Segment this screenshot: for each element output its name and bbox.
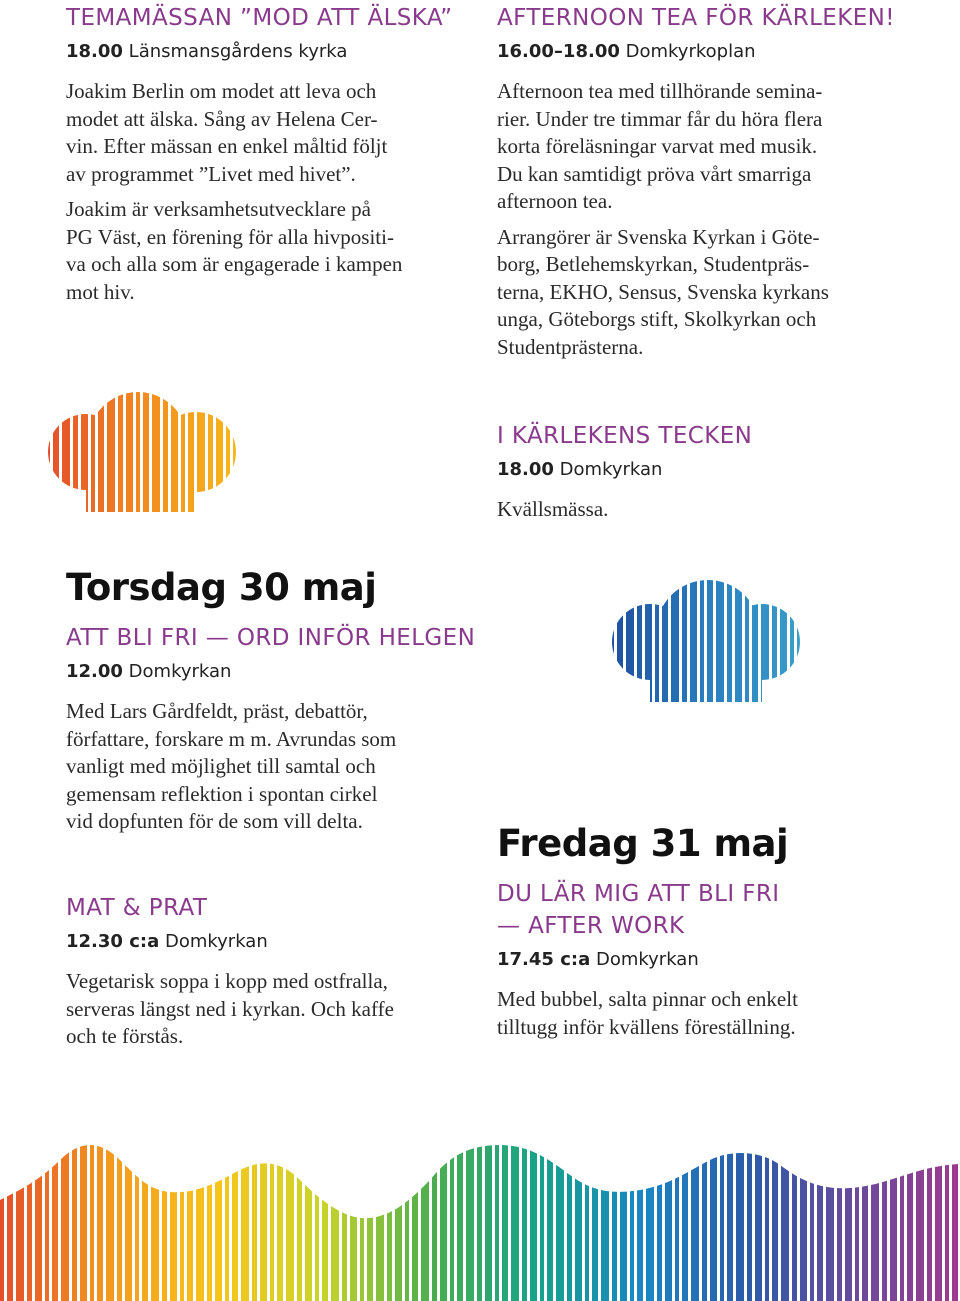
event-temamassan bbox=[66, 2, 476, 314]
skyline-stripe bbox=[837, 1120, 842, 1301]
skyline-stripe bbox=[151, 1120, 159, 1301]
skyline-stripe bbox=[855, 1120, 859, 1301]
skyline-stripe bbox=[702, 1120, 707, 1301]
skyline-stripe bbox=[900, 1120, 904, 1301]
skyline-stripe bbox=[331, 1120, 339, 1301]
cloud-stripe bbox=[208, 390, 213, 512]
skyline-stripe bbox=[45, 1120, 49, 1301]
skyline-stripe bbox=[286, 1120, 294, 1301]
skyline-stripe bbox=[270, 1120, 274, 1301]
cloud-stripe bbox=[98, 390, 104, 512]
event-description: Med bubbel, salta pinnar och enkelt tilltugg inför kvällens föreställning. bbox=[497, 987, 798, 1039]
skyline-stripe bbox=[187, 1120, 193, 1301]
skyline-stripe bbox=[952, 1120, 958, 1301]
event-heading: ATT BLI FRI — ORD INFÖR HELGEN bbox=[66, 625, 476, 651]
skyline-stripe bbox=[540, 1120, 544, 1301]
event-description: Med Lars Gårdfeldt, präst, debattör, författare, forskare m m. Avrundas som vanligt med möjlighet till samtal och gemensam reflektion i spontan cirkel vid dopfunten för de som vill delta. bbox=[66, 699, 397, 833]
cloud-stripe bbox=[655, 578, 659, 702]
cloud-stripe bbox=[188, 390, 194, 512]
skyline-stripe bbox=[871, 1120, 879, 1301]
cloud-stripe bbox=[745, 578, 749, 702]
event-place: Domkyrkan bbox=[128, 661, 232, 682]
cloud-stripe bbox=[126, 390, 133, 512]
skyline-stripe bbox=[27, 1120, 32, 1301]
skyline-stripe bbox=[297, 1120, 302, 1301]
skyline-stripe bbox=[232, 1120, 238, 1301]
cloud-stripe bbox=[197, 390, 205, 512]
skyline-stripe bbox=[817, 1120, 823, 1301]
cloud-stripe bbox=[46, 390, 50, 512]
cloud-stripe bbox=[73, 390, 78, 512]
cloud-stripe bbox=[136, 390, 140, 512]
skyline-stripe bbox=[466, 1120, 474, 1301]
skyline-stripe bbox=[747, 1120, 752, 1301]
skyline-stripe bbox=[862, 1120, 868, 1301]
skyline-stripe bbox=[162, 1120, 167, 1301]
skyline-stripe bbox=[720, 1120, 724, 1301]
skyline-stripe bbox=[592, 1120, 598, 1301]
skyline-stripe bbox=[97, 1120, 103, 1301]
event-description: Joakim är verksamhetsutvecklare på PG Väst, en förening för alla hivpositi- va och alla som är engagerade i kampen mot hiv. bbox=[66, 197, 403, 304]
event-afternoon-tea bbox=[497, 2, 917, 369]
event-time-place bbox=[497, 948, 917, 972]
skyline-stripe bbox=[736, 1120, 744, 1301]
event-place: Domkyrkoplan bbox=[625, 41, 756, 62]
skyline-stripe bbox=[405, 1120, 409, 1301]
event-heading: DU LÄR MIG ATT BLI FRI — AFTER WORK bbox=[497, 881, 780, 939]
skyline-stripe bbox=[772, 1120, 778, 1301]
cloud-stripe bbox=[626, 578, 634, 702]
skyline-stripe bbox=[260, 1120, 267, 1301]
skyline-stripe bbox=[196, 1120, 204, 1301]
cloud-stripe bbox=[752, 578, 758, 702]
event-place: Domkyrkan bbox=[559, 459, 663, 480]
event-description: Arrangörer är Svenska Kyrkan i Göte- borg, Betlehemskyrkan, Studentpräs- terna, EKHO, Sensus, Svenska kyrkans unga, Göteborgs stift, Skolkyrkan och Studentprästerna. bbox=[497, 224, 829, 359]
striped-cloud-icon bbox=[46, 390, 238, 512]
skyline-stripe bbox=[7, 1120, 13, 1301]
skyline-stripe bbox=[367, 1120, 373, 1301]
skyline-stripe bbox=[810, 1120, 814, 1301]
skyline-stripe bbox=[657, 1120, 662, 1301]
event-heading: I KÄRLEKENS TECKEN bbox=[497, 423, 753, 449]
skyline-stripe bbox=[135, 1120, 139, 1301]
skyline-stripe bbox=[630, 1120, 634, 1301]
skyline-stripe bbox=[585, 1120, 589, 1301]
skyline-stripe bbox=[882, 1120, 887, 1301]
day-title-thursday: Torsdag 30 maj bbox=[66, 566, 377, 609]
cloud-stripe bbox=[735, 578, 742, 702]
cloud-stripe bbox=[797, 578, 802, 702]
skyline-stripe bbox=[170, 1120, 177, 1301]
event-description: Vegetarisk soppa i kopp med ostfralla, serveras längst ned i kyrkan. Och kaffe och te förstås. bbox=[66, 969, 394, 1048]
cloud-stripe bbox=[772, 578, 777, 702]
event-time-place bbox=[66, 40, 476, 64]
skyline-stripe bbox=[215, 1120, 222, 1301]
skyline-stripe bbox=[637, 1120, 643, 1301]
skyline-stripe bbox=[421, 1120, 429, 1301]
skyline-stripe bbox=[72, 1120, 77, 1301]
skyline-stripe bbox=[305, 1120, 312, 1301]
cloud-stripe bbox=[171, 390, 178, 512]
cloud-stripe bbox=[81, 390, 88, 512]
skyline-stripe bbox=[0, 1120, 4, 1301]
skyline-stripe bbox=[916, 1120, 924, 1301]
skyline-stripe bbox=[556, 1120, 564, 1301]
skyline-stripe bbox=[52, 1120, 58, 1301]
cloud-stripe bbox=[716, 578, 724, 702]
skyline-stripe bbox=[106, 1120, 114, 1301]
event-time: 18.00 bbox=[497, 459, 554, 480]
skyline-stripe bbox=[907, 1120, 913, 1301]
skyline-stripe bbox=[612, 1120, 617, 1301]
skyline-stripe bbox=[485, 1120, 492, 1301]
skyline-stripe bbox=[547, 1120, 553, 1301]
cloud-stripe bbox=[62, 390, 70, 512]
cloud-stripe bbox=[707, 578, 713, 702]
event-time: 18.00 bbox=[66, 41, 123, 62]
skyline-stripe bbox=[35, 1120, 42, 1301]
skyline-stripe bbox=[61, 1120, 69, 1301]
skyline-stripe bbox=[80, 1120, 87, 1301]
skyline-stripe bbox=[765, 1120, 769, 1301]
cloud-stripe bbox=[216, 390, 223, 512]
cloud-stripe bbox=[780, 578, 787, 702]
skyline-stripe bbox=[395, 1120, 402, 1301]
cloud-stripe bbox=[181, 390, 185, 512]
skyline-stripe bbox=[207, 1120, 212, 1301]
event-place: Domkyrkan bbox=[164, 931, 268, 952]
skyline-stripe bbox=[90, 1120, 94, 1301]
skyline-stripe bbox=[457, 1120, 463, 1301]
cloud-stripe bbox=[143, 390, 149, 512]
event-heading: MAT & PRAT bbox=[66, 895, 208, 921]
skyline-stripe bbox=[755, 1120, 762, 1301]
skyline-stripe bbox=[601, 1120, 609, 1301]
skyline-stripe bbox=[241, 1120, 249, 1301]
skyline-stripe bbox=[432, 1120, 437, 1301]
cloud-stripe bbox=[91, 390, 95, 512]
cloud-stripe bbox=[682, 578, 687, 702]
skyline-stripe bbox=[675, 1120, 679, 1301]
striped-cloud-icon bbox=[610, 578, 802, 702]
skyline-stripe bbox=[16, 1120, 24, 1301]
skyline-stripe bbox=[440, 1120, 447, 1301]
skyline-stripe bbox=[646, 1120, 654, 1301]
skyline-stripe bbox=[477, 1120, 482, 1301]
event-time: 12.00 bbox=[66, 661, 123, 682]
cloud-stripe bbox=[662, 578, 668, 702]
cloud-stripe bbox=[637, 578, 642, 702]
event-time: 16.00–18.00 bbox=[497, 41, 620, 62]
rainbow-skyline-icon bbox=[0, 1120, 960, 1301]
cloud-stripe bbox=[617, 578, 623, 702]
skyline-stripe bbox=[727, 1120, 733, 1301]
skyline-stripe bbox=[322, 1120, 328, 1301]
skyline-stripe bbox=[826, 1120, 834, 1301]
event-i-karlekens-tecken bbox=[497, 420, 917, 532]
skyline-stripe bbox=[890, 1120, 897, 1301]
event-time: 17.45 c:a bbox=[497, 949, 591, 970]
event-time-place bbox=[497, 458, 917, 482]
skyline-stripe bbox=[495, 1120, 499, 1301]
skyline-stripe bbox=[935, 1120, 942, 1301]
skyline-stripe bbox=[376, 1120, 384, 1301]
skyline-stripe bbox=[412, 1120, 418, 1301]
skyline-stripe bbox=[142, 1120, 148, 1301]
skyline-stripe bbox=[342, 1120, 347, 1301]
skyline-stripe bbox=[927, 1120, 932, 1301]
cloud-stripe bbox=[790, 578, 794, 702]
cloud-stripe bbox=[610, 578, 614, 702]
cloud-stripe bbox=[118, 390, 123, 512]
event-description: Kvällsmässa. bbox=[497, 497, 609, 521]
cloud-stripe bbox=[761, 578, 769, 702]
skyline-stripe bbox=[575, 1120, 582, 1301]
skyline-stripe bbox=[252, 1120, 257, 1301]
cloud-stripe bbox=[233, 390, 238, 512]
skyline-stripe bbox=[682, 1120, 688, 1301]
skyline-stripe bbox=[502, 1120, 508, 1301]
event-place: Domkyrkan bbox=[595, 949, 699, 970]
skyline-stripe bbox=[315, 1120, 319, 1301]
skyline-stripe bbox=[845, 1120, 852, 1301]
cloud-stripe bbox=[53, 390, 59, 512]
event-att-bli-fri bbox=[66, 622, 476, 844]
skyline-stripe bbox=[350, 1120, 357, 1301]
skyline-stripe bbox=[360, 1120, 364, 1301]
skyline-stripe bbox=[117, 1120, 122, 1301]
event-heading: TEMAMÄSSAN ”MOD ATT ÄLSKA” bbox=[66, 5, 453, 31]
event-time-place bbox=[497, 40, 917, 64]
cloud-stripe bbox=[700, 578, 704, 702]
event-description: Joakim Berlin om modet att leva och modet att älska. Sång av Helena Cer- vin. Efter mässan en enkel måltid följt av programmet ”Livet med hivet”. bbox=[66, 79, 388, 186]
cloud-stripe bbox=[107, 390, 115, 512]
skyline-stripe bbox=[180, 1120, 184, 1301]
event-mat-prat bbox=[66, 892, 476, 1059]
skyline-stripe bbox=[710, 1120, 717, 1301]
cloud-stripe bbox=[727, 578, 732, 702]
cloud-stripe bbox=[226, 390, 230, 512]
skyline-stripe bbox=[665, 1120, 672, 1301]
skyline-stripe bbox=[945, 1120, 949, 1301]
skyline-stripe bbox=[800, 1120, 807, 1301]
skyline-stripe bbox=[522, 1120, 527, 1301]
event-place: Länsmansgårdens kyrka bbox=[128, 41, 348, 62]
skyline-stripe bbox=[387, 1120, 392, 1301]
skyline-stripe bbox=[450, 1120, 454, 1301]
cloud-stripe bbox=[152, 390, 160, 512]
day-title-friday: Fredag 31 maj bbox=[497, 822, 789, 865]
event-time-place bbox=[66, 930, 476, 954]
skyline-stripe bbox=[511, 1120, 519, 1301]
skyline-stripe bbox=[620, 1120, 627, 1301]
event-heading: AFTERNOON TEA FÖR KÄRLEKEN! bbox=[497, 5, 895, 31]
cloud-stripe bbox=[690, 578, 697, 702]
event-description: Afternoon tea med tillhörande semina- rier. Under tre timmar får du höra flera korta föreläsningar varvat med musik. Du kan samtidigt pröva vårt smarriga afternoon tea. bbox=[497, 79, 823, 213]
event-time-place bbox=[66, 660, 476, 684]
cloud-stripe bbox=[645, 578, 652, 702]
skyline-stripe bbox=[277, 1120, 283, 1301]
skyline-stripe bbox=[792, 1120, 797, 1301]
skyline-stripe bbox=[781, 1120, 789, 1301]
skyline-stripe bbox=[225, 1120, 229, 1301]
event-du-lar-mig bbox=[497, 878, 917, 1049]
cloud-stripe bbox=[671, 578, 679, 702]
skyline-stripe bbox=[530, 1120, 537, 1301]
event-time: 12.30 c:a bbox=[66, 931, 160, 952]
skyline-stripe bbox=[567, 1120, 572, 1301]
skyline-stripe bbox=[125, 1120, 132, 1301]
cloud-stripe bbox=[163, 390, 168, 512]
skyline-stripe bbox=[691, 1120, 699, 1301]
